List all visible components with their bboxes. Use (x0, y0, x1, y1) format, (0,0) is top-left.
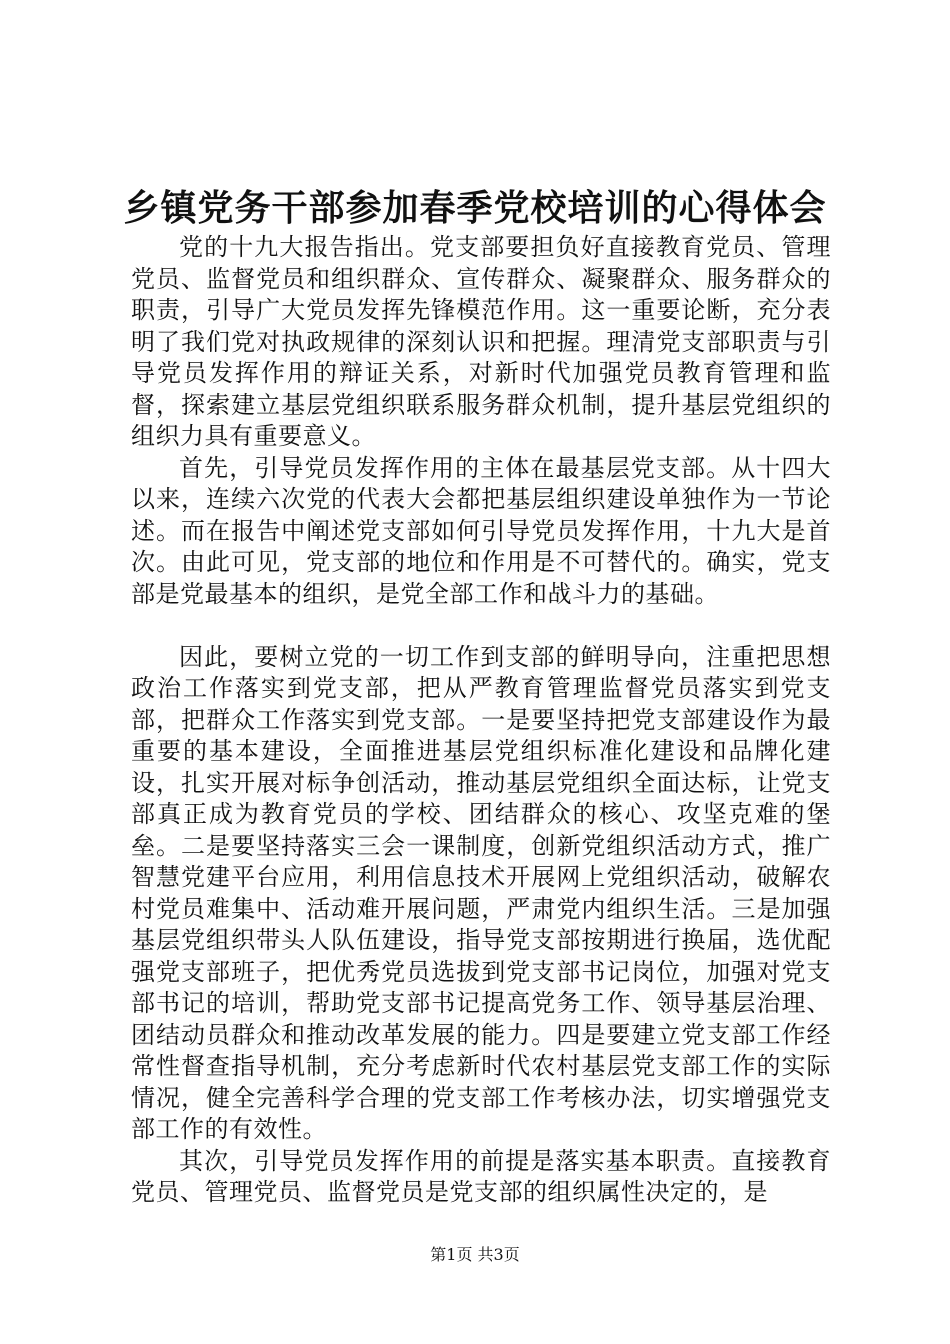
page-number-footer: 第1页 共3页 (430, 1245, 520, 1264)
document-body (131, 232, 831, 1209)
paragraph-1: 党的十九大报告指出。党支部要担负好直接教育党员、管理党员、监督党员和组织群众、宣传群众、凝聚群众、服务群众的职责，引导广大党员发挥先锋模范作用。这一重要论断，充分表明了我们党对执政规律的深刻认识和把握。理清党支部职责与引导党员发挥作用的辩证关系，对新时代加强党员教育管理和监督，探索建立基层党组织联系服务群众机制，提升基层党组织的组织力具有重要意义。 (131, 233, 831, 450)
paragraph-3: 因此，要树立党的一切工作到支部的鲜明导向，注重把思想政治工作落实到党支部，把从严教育管理监督党员落实到党支部，把群众工作落实到党支部。一是要坚持把党支部建设作为最重要的基本建设，全面推进基层党组织标准化建设和品牌化建设，扎实开展对标争创活动，推动基层党组织全面达标，让党支部真正成为教育党员的学校、团结群众的核心、攻坚克难的堡垒。二是要坚持落实三会一课制度，创新党组织活动方式，推广智慧党建平台应用，利用信息技术开展网上党组织活动，破解农村党员难集中、活动难开展问题，严肃党内组织生活。三是加强基层党组织带头人队伍建设，指导党支部按期进行换届，选优配强党支部班子，把优秀党员选拔到党支部书记岗位，加强对党支部书记的培训，帮助党支部书记提高党务工作、领导基层治理、团结动员群众和推动改革发展的能力。四是要建立党支部工作经常性督查指导机制，充分考虑新时代农村基层党支部工作的实际情况，健全完善科学合理的党支部工作考核办法，切实增强党支部工作的有效性。 (131, 642, 831, 1143)
document-title: 乡镇党务干部参加春季党校培训的心得体会 (123, 188, 827, 229)
paragraph-2: 首先，引导党员发挥作用的主体在最基层党支部。从十四大以来，连续六次党的代表大会都把基层组织建设单独作为一节论述。而在报告中阐述党支部如何引导党员发挥作用，十九大是首次。由此可见，党支部的地位和作用是不可替代的。确实，党支部是党最基本的组织，是党全部工作和战斗力的基础。 (131, 453, 831, 608)
paragraph-4: 其次，引导党员发挥作用的前提是落实基本职责。直接教育党员、管理党员、监督党员是党支部的组织属性决定的，是 (131, 1146, 831, 1206)
paragraph-gap (131, 610, 831, 642)
